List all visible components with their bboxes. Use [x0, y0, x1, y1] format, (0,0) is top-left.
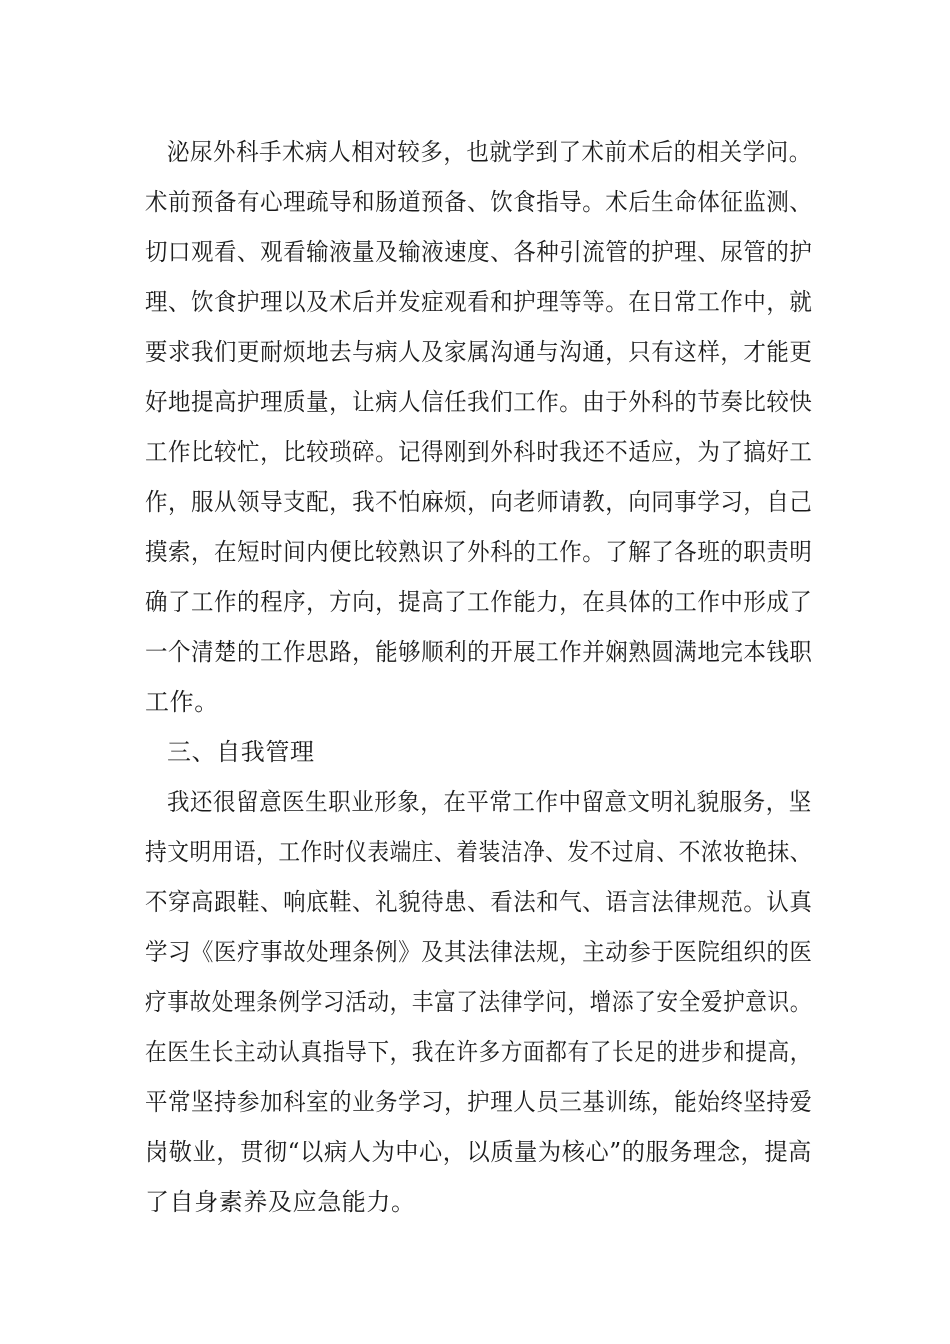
paragraph-line-19: 平常坚持参加科室的业务学习，护理人员三基训练，能始终坚持爱 — [145, 1088, 813, 1116]
paragraph-line-9: 摸索，在短时间内便比较熟识了外科的工作。了解了各班的职责明 — [145, 538, 813, 566]
section-heading: 三、自我管理 — [167, 738, 315, 766]
paragraph-line-3: 切口观看、观看输液量及输液速度、各种引流管的护理、尿管的护 — [145, 238, 813, 266]
paragraph-line-18: 在医生长主动认真指导下，我在许多方面都有了长足的进步和提高， — [145, 1038, 813, 1066]
paragraph-line-11: 一个清楚的工作思路，能够顺利的开展工作并娴熟圆满地完本钱职 — [145, 638, 813, 666]
paragraph-line-15: 不穿高跟鞋、响底鞋、礼貌待患、看法和气、语言法律规范。认真 — [145, 888, 813, 916]
paragraph-line-13: 我还很留意医生职业形象，在平常工作中留意文明礼貌服务，坚 — [167, 788, 812, 816]
paragraph-line-5: 要求我们更耐烦地去与病人及家属沟通与沟通，只有这样，才能更 — [145, 338, 813, 366]
paragraph-line-14: 持文明用语，工作时仪表端庄、着装洁净、发不过肩、不浓妆艳抹、 — [145, 838, 813, 866]
paragraph-line-2: 术前预备有心理疏导和肠道预备、饮食指导。术后生命体征监测、 — [145, 188, 813, 216]
paragraph-line-16: 学习《医疗事故处理条例》及其法律法规，主动参于医院组织的医 — [145, 938, 813, 966]
paragraph-line-7: 工作比较忙，比较琐碎。记得刚到外科时我还不适应，为了搞好工 — [145, 438, 813, 466]
paragraph-line-6: 好地提高护理质量，让病人信任我们工作。由于外科的节奏比较快 — [145, 388, 813, 416]
paragraph-line-4: 理、饮食护理以及术后并发症观看和护理等等。在日常工作中，就 — [145, 288, 813, 316]
paragraph-line-12: 工作。 — [145, 688, 219, 716]
paragraph-line-20: 岗敬业，贯彻“以病人为中心，以质量为核心”的服务理念，提高 — [145, 1138, 812, 1166]
paragraph-line-21: 了自身素养及应急能力。 — [145, 1188, 416, 1216]
paragraph-line-17: 疗事故处理条例学习活动，丰富了法律学问，增添了安全爱护意识。 — [145, 988, 813, 1016]
paragraph-line-10: 确了工作的程序，方向，提高了工作能力，在具体的工作中形成了 — [145, 588, 813, 616]
paragraph-line-8: 作，服从领导支配，我不怕麻烦，向老师请教，向同事学习，自己 — [145, 488, 813, 516]
paragraph-line-1: 泌尿外科手术病人相对较多，也就学到了术前术后的相关学问。 — [167, 138, 812, 166]
